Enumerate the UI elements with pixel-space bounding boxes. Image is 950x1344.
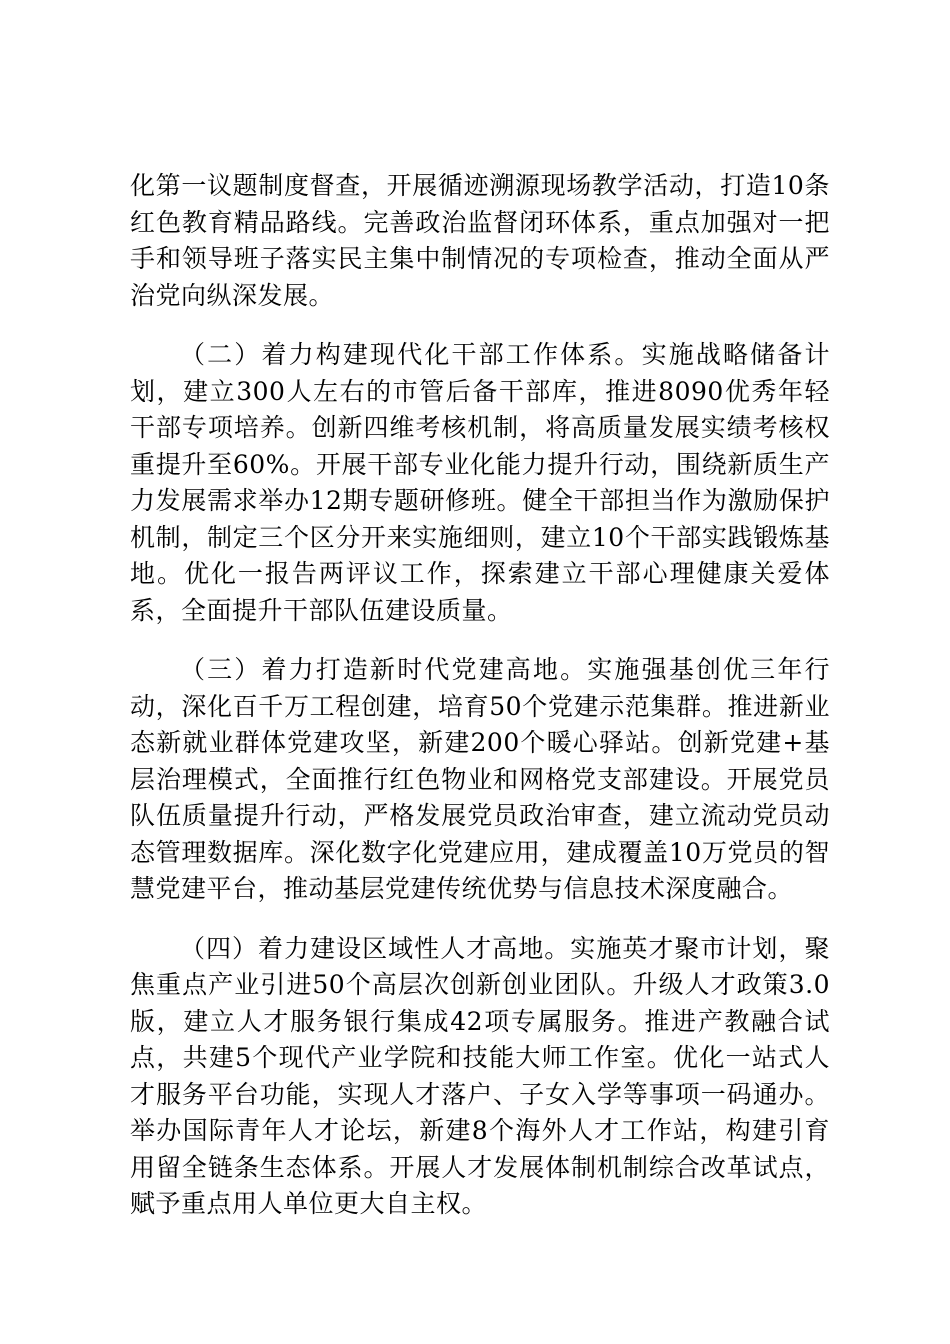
paragraph-continuation xyxy=(130,168,830,314)
section-heading: （三）着力打造新时代党建高地。 xyxy=(180,655,588,684)
paragraph-text: 实施强基创优三年行动，深化百千万工程创建，培育50个党建示范集群。推进新业态新就业群体党建攻坚，新建200个暖心驿站。创新党建+基层治理模式，全面推行红色物业和网格党支部建设。开展党员队伍质量提升行动，严格发展党员政治审查，建立流动党员动态管理数据库。深化数字化党建应用，建成覆盖10万党员的智慧党建平台，推动基层党建传统优势与信息技术深度融合。 xyxy=(130,655,830,903)
section-heading: （四）着力建设区域性人才高地。 xyxy=(180,933,571,963)
paragraph-text: 化第一议题制度督查，开展循迹溯源现场教学活动，打造10条红色教育精品路线。完善政治监督闭环体系，重点加强对一把手和领导班子落实民主集中制情况的专项检查，推动全面从严治党向纵深发展。 xyxy=(130,171,830,310)
paragraph-text: 实施战略储备计划，建立300人左右的市管后备干部库，推进8090优秀年轻干部专项培养。创新四维考核机制，将高质量发展实绩考核权重提升至60%。开展干部专业化能力提升行动，围绕新质生产力发展需求举办12期专题研修班。健全干部担当作为激励保护机制，制定三个区分开来实施细则，建立10个干部实践锻炼基地。优化一报告两评议工作，探索建立干部心理健康关爱体系，全面提升干部队伍建设质量。 xyxy=(130,340,830,625)
paragraph-section-4 xyxy=(130,931,830,1223)
paragraph-text: 实施英才聚市计划，聚焦重点产业引进50个高层次创新创业团队。升级人才政策3.0版，建立人才服务银行集成42项专属服务。推进产教融合试点，共建5个现代产业学院和技能大师工作室。优化一站式人才服务平台功能，实现人才落户、子女入学等事项一码通办。举办国际青年人才论坛，新建8个海外人才工作站，构建引育用留全链条生态体系。开展人才发展体制机制综合改革试点，赋予重点用人单位更大自主权。 xyxy=(130,933,830,1218)
document-body xyxy=(130,168,830,1223)
section-heading: （二）着力构建现代化干部工作体系。 xyxy=(180,340,642,369)
paragraph-section-2 xyxy=(130,337,830,629)
paragraph-section-3 xyxy=(130,652,830,908)
